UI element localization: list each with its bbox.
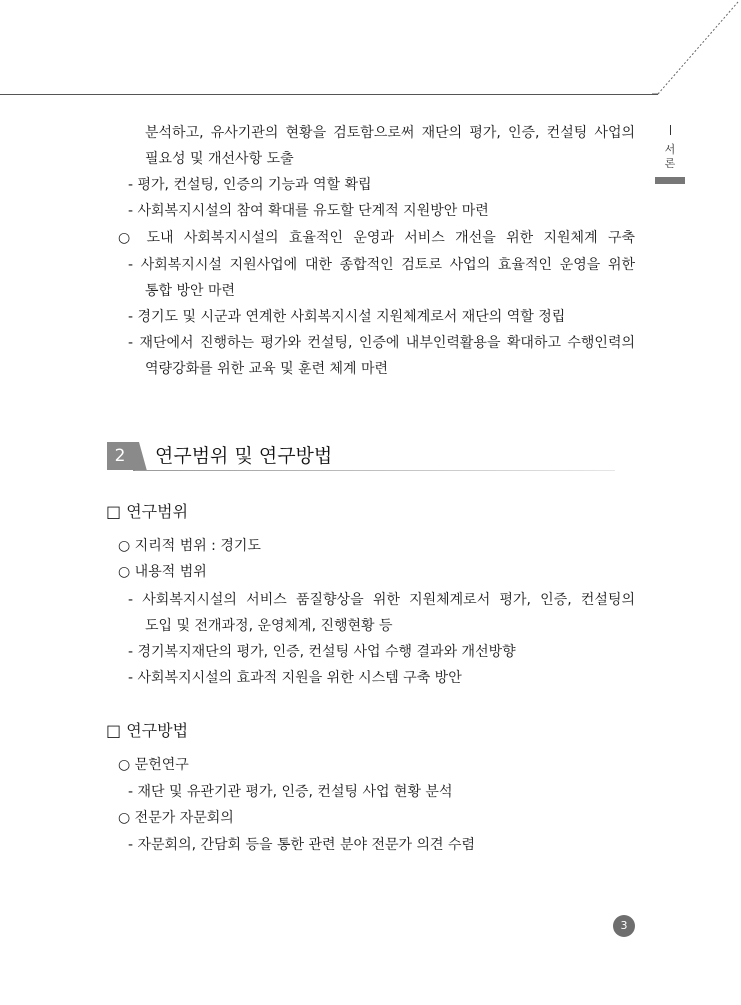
scope-line: - 사회복지시설의 서비스 품질향상을 위한 지원체계로서 평가, 인증, 컨설팅의 bbox=[128, 592, 635, 608]
header-rule bbox=[0, 94, 658, 95]
body-line: 역량강화를 위한 교육 및 훈련 체계 마련 bbox=[145, 361, 389, 377]
section-number: 2 bbox=[107, 442, 133, 470]
scope-line: ○ 지리적 범위 : 경기도 bbox=[118, 538, 261, 554]
section-heading bbox=[107, 442, 647, 472]
scope-line: - 경기복지재단의 평가, 인증, 컨설팅 사업 수행 결과와 개선방향 bbox=[128, 644, 516, 660]
body-line: - 사회복지시설 지원사업에 대한 종합적인 검토로 사업의 효율적인 운영을 위한 bbox=[128, 257, 635, 273]
method-line: ○ 전문가 자문회의 bbox=[118, 810, 234, 826]
chapter-label: 서론 bbox=[664, 143, 676, 170]
chapter-bar bbox=[655, 177, 685, 184]
scope-heading: □ 연구범위 bbox=[106, 502, 189, 521]
section-number-slant bbox=[133, 442, 147, 471]
chapter-tick bbox=[670, 125, 671, 135]
method-line: - 재단 및 유관기관 평가, 인증, 컨설팅 사업 현황 분석 bbox=[128, 784, 453, 800]
body-line: - 사회복지시설의 참여 확대를 유도할 단계적 지원방안 마련 bbox=[128, 203, 489, 219]
body-line: 분석하고, 유사기관의 현황을 검토함으로써 재단의 평가, 인증, 컨설팅 사업의 bbox=[145, 125, 635, 141]
body-line: - 평가, 컨설팅, 인증의 기능과 역할 확립 bbox=[128, 177, 372, 193]
method-line: ○ 문헌연구 bbox=[118, 757, 189, 773]
body-line: 필요성 및 개선사항 도출 bbox=[145, 151, 294, 167]
page-number: 3 bbox=[613, 915, 635, 937]
body-line: - 재단에서 진행하는 평가와 컨설팅, 인증에 내부인력활용을 확대하고 수행인력의 bbox=[128, 335, 635, 351]
scope-line: 도입 및 전개과정, 운영체계, 진행현황 등 bbox=[145, 618, 393, 634]
method-line: - 자문회의, 간담회 등을 통한 관련 분야 전문가 의견 수렴 bbox=[128, 837, 476, 853]
side-chapter-tab bbox=[655, 125, 685, 184]
body-line: - 경기도 및 시군과 연계한 사회복지시설 지원체계로서 재단의 역할 정립 bbox=[128, 309, 566, 325]
section-title: 연구범위 및 연구방법 bbox=[155, 445, 333, 467]
scope-line: ○ 내용적 범위 bbox=[118, 564, 207, 580]
corner-decoration bbox=[650, 0, 741, 100]
scope-line: - 사회복지시설의 효과적 지원을 위한 시스템 구축 방안 bbox=[128, 670, 462, 686]
body-line: ○ 도내 사회복지시설의 효율적인 운영과 서비스 개선을 위한 지원체계 구축 bbox=[118, 230, 635, 246]
section-underline bbox=[135, 470, 615, 471]
body-line: 통합 방안 마련 bbox=[145, 283, 236, 299]
method-heading: □ 연구방법 bbox=[106, 721, 189, 740]
